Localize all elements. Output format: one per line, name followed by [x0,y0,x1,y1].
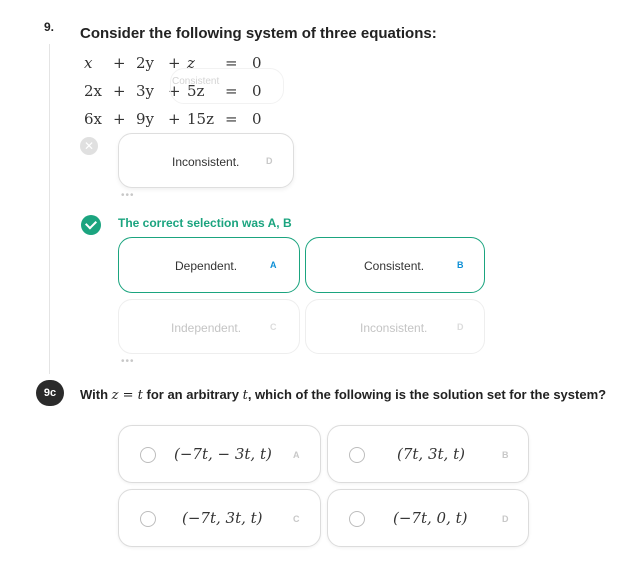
term: 5z [187,82,205,100]
question-text-part: With [80,387,112,402]
choice-letter: A [270,260,277,270]
x-circle-icon: ✕ [80,137,98,155]
question-text-part: , which of the following is the solution set for the system? [247,387,607,402]
term: z [187,54,195,72]
answer-option-a[interactable] [118,425,321,483]
equals: = [225,82,238,100]
term: 2y [136,54,155,72]
question-text-part: for an arbitrary [142,387,243,402]
choice-consistent[interactable] [305,237,485,293]
question-math: t [242,388,248,403]
choice-label: Independent. [171,321,242,335]
rhs: 0 [252,54,262,72]
answer-option-b[interactable] [327,425,529,483]
sub-question-text [80,387,606,403]
choice-letter: B [457,260,464,270]
equals: = [225,54,238,72]
more-options-dots[interactable]: ••• [121,190,135,201]
answer-option-c[interactable] [118,489,321,547]
answer-option-d[interactable] [327,489,529,547]
term: 15z [187,110,214,128]
ghost-choice-label: Consistent [172,76,220,87]
operator: + [168,110,181,128]
choice-letter: D [266,156,273,166]
question-divider-line [49,44,50,374]
choice-inconsistent[interactable] [305,299,485,354]
question-number: 9. [44,20,55,34]
radio-button[interactable] [140,447,156,463]
answer-text: (7t, 3t, t) [397,445,465,463]
answer-text: (−7t, 0, t) [393,509,468,527]
choice-dependent[interactable] [118,237,300,293]
correct-selection-message: The correct selection was A, B [118,216,292,230]
choice-label: Dependent. [175,259,238,273]
choice-independent[interactable] [118,299,300,354]
radio-button[interactable] [349,511,365,527]
rhs: 0 [252,82,262,100]
answer-letter: D [502,514,509,524]
answer-letter: B [502,450,509,460]
answer-letter: A [293,450,300,460]
answer-letter: C [293,514,300,524]
operator: + [168,54,181,72]
selected-choice-inconsistent[interactable] [118,133,294,188]
term: 3y [136,82,155,100]
equals: = [225,110,238,128]
term: 6x [84,110,103,128]
choice-label: Inconsistent. [172,155,240,169]
choice-letter: C [270,322,277,332]
term: 9y [136,110,155,128]
check-circle-icon [81,215,101,235]
choice-label: Consistent. [364,259,425,273]
more-options-dots[interactable]: ••• [121,356,135,367]
question-heading: Consider the following system of three equations: [80,25,437,42]
question-math: z = t [111,388,143,403]
rhs: 0 [252,110,262,128]
term: x [84,54,93,72]
radio-button[interactable] [349,447,365,463]
operator: + [168,82,181,100]
answer-text: (−7t, − 3t, t) [174,445,272,463]
sub-question-badge: 9c [36,380,64,406]
radio-button[interactable] [140,511,156,527]
operator: + [113,54,126,72]
operator: + [113,82,126,100]
operator: + [113,110,126,128]
choice-letter: D [457,322,464,332]
choice-label: Inconsistent. [360,321,428,335]
term: 2x [84,82,103,100]
answer-text: (−7t, 3t, t) [182,509,263,527]
